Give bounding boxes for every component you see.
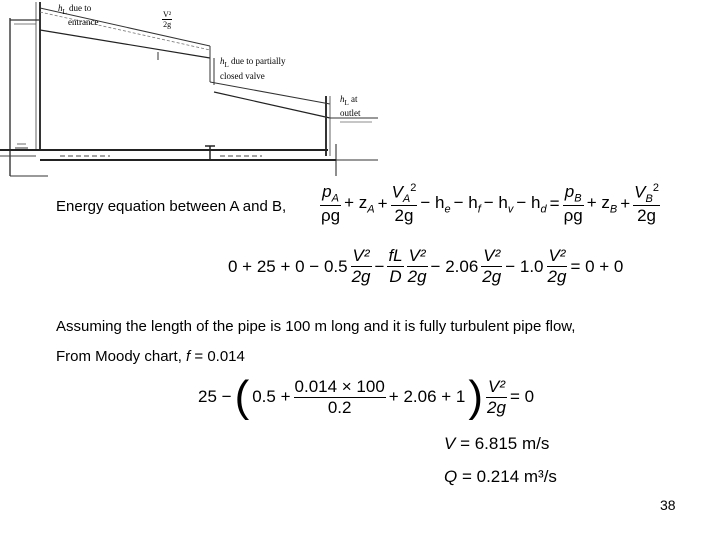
zB-sub: B bbox=[609, 203, 618, 216]
VA-V: V bbox=[391, 182, 403, 202]
eq2-minus-206: − 2.06 bbox=[430, 256, 479, 276]
rhog-B: ρg bbox=[563, 205, 583, 225]
valve-sub: L bbox=[224, 60, 229, 69]
entrance-sub: L bbox=[62, 7, 67, 16]
moody-value: = 0.014 bbox=[190, 348, 245, 365]
pA-p: p bbox=[322, 182, 332, 202]
eq2-frac-4 bbox=[547, 246, 568, 287]
eq2-end: = 0 + 0 bbox=[570, 256, 624, 276]
eq3-inner2: + 2.06 + 1 bbox=[388, 387, 466, 406]
eq3-start: 25 − bbox=[198, 387, 232, 406]
assumption-text: Assuming the length of the pipe is 100 m long and it is fully turbulent pipe flow, bbox=[56, 318, 576, 335]
VB-V: V bbox=[634, 182, 646, 202]
eq2-v2-1: V² bbox=[352, 246, 370, 265]
outlet-word: outlet bbox=[340, 107, 361, 118]
hf-sub: f bbox=[477, 203, 481, 216]
hv-sub: v bbox=[507, 203, 514, 216]
velocity-value: = 6.815 m/s bbox=[455, 434, 550, 453]
eq2-minus: − bbox=[374, 256, 385, 276]
VA-sub: A bbox=[402, 193, 411, 206]
eq3-2g: 2g bbox=[487, 397, 506, 417]
left-paren: ( bbox=[234, 372, 250, 421]
pB-over-rhog bbox=[563, 182, 584, 225]
he-sub: e bbox=[444, 203, 451, 216]
2g-A: 2g bbox=[391, 205, 418, 226]
eq3-fraction bbox=[294, 377, 386, 418]
zA-sub: A bbox=[367, 203, 375, 216]
eq2-minus-10: − 1.0 bbox=[505, 256, 544, 276]
solved-equation bbox=[198, 372, 535, 421]
plus-2: + bbox=[620, 194, 631, 214]
eq3-den: 0.2 bbox=[294, 397, 386, 418]
eq2-frac-1 bbox=[351, 246, 372, 287]
eq2-2g-2: 2g bbox=[407, 267, 427, 286]
right-paren: ) bbox=[468, 372, 484, 421]
velocity-head-label bbox=[162, 10, 172, 29]
eq2-D: D bbox=[389, 267, 402, 286]
entrance-loss-label bbox=[58, 3, 98, 27]
zB-term: + z bbox=[586, 192, 610, 212]
hd-sub: d bbox=[540, 203, 547, 216]
entrance-due: due to bbox=[69, 3, 92, 13]
page-number: 38 bbox=[660, 497, 676, 513]
zA-term: + z bbox=[344, 192, 368, 212]
vh-den: 2g bbox=[163, 20, 172, 29]
eq3-v2-over-2g bbox=[486, 377, 507, 418]
entrance-h: h bbox=[58, 3, 63, 13]
hf-term: − h bbox=[453, 192, 478, 212]
valve-loss-label bbox=[220, 56, 286, 82]
eq3-num: 0.014 × 100 bbox=[294, 376, 385, 396]
pipe-flow-diagram bbox=[0, 0, 380, 182]
hv-term: − h bbox=[483, 192, 508, 212]
energy-equation bbox=[320, 182, 660, 226]
pA-over-rhog bbox=[320, 182, 341, 225]
moody-f: f bbox=[186, 348, 191, 365]
hd-term: − h bbox=[516, 192, 541, 212]
pB-sub: B bbox=[574, 192, 582, 205]
eq3-v2: V² bbox=[487, 376, 505, 396]
moody-chart-text bbox=[56, 348, 245, 365]
eq2-2g-1: 2g bbox=[351, 267, 371, 286]
outlet-at: at bbox=[351, 94, 358, 104]
moody-prefix: From Moody chart, bbox=[56, 348, 187, 365]
2g-B: 2g bbox=[633, 205, 660, 226]
eq2-fL-over-D bbox=[387, 246, 403, 287]
equals-1: = bbox=[549, 194, 560, 214]
pB-p: p bbox=[564, 182, 575, 202]
eq2-v2-2: V² bbox=[408, 246, 426, 265]
flow-rate-var: Q bbox=[444, 467, 458, 486]
velocity-result bbox=[444, 434, 549, 454]
entrance-word: entrance bbox=[68, 16, 99, 27]
eq2-v2-3: V² bbox=[483, 246, 501, 265]
valve-due: due to partially bbox=[231, 56, 286, 66]
velocity-var: V bbox=[444, 434, 456, 453]
eq2-2g-3: 2g bbox=[482, 267, 502, 286]
vh-num: V² bbox=[163, 10, 172, 19]
eq2-frac-3 bbox=[481, 246, 502, 287]
eq3-end: = 0 bbox=[509, 387, 535, 406]
valve-h: h bbox=[220, 56, 225, 66]
VA-over-2g: $\frac{V_A^2}{2g}$ bbox=[391, 182, 417, 226]
eq2-start: 0 + 25 + 0 − 0.5 bbox=[228, 256, 348, 276]
plus-1: + bbox=[377, 194, 388, 214]
VB-sub: B bbox=[645, 193, 653, 206]
flow-rate-result bbox=[444, 467, 557, 487]
eq3-inner1: 0.5 + bbox=[252, 387, 291, 406]
pA-sub: A bbox=[331, 192, 339, 205]
flow-rate-value: = 0.214 m³/s bbox=[457, 467, 557, 486]
eq2-v2-4: V² bbox=[548, 246, 566, 265]
valve-closed: closed valve bbox=[220, 70, 265, 81]
substituted-equation bbox=[228, 246, 623, 287]
energy-equation-label: Energy equation between A and B, bbox=[56, 198, 287, 215]
eq2-frac-2 bbox=[407, 246, 428, 287]
he-term: − h bbox=[420, 192, 445, 212]
outlet-sub: L bbox=[344, 98, 349, 107]
outlet-loss-label bbox=[340, 94, 361, 118]
VB-over-2g: $\frac{V_B^2}{2g}$ bbox=[634, 182, 659, 226]
eq2-2g-4: 2g bbox=[547, 267, 567, 286]
outlet-h: h bbox=[340, 94, 345, 104]
rhog-A: ρg bbox=[321, 205, 341, 225]
eq2-fL: fL bbox=[388, 246, 403, 265]
